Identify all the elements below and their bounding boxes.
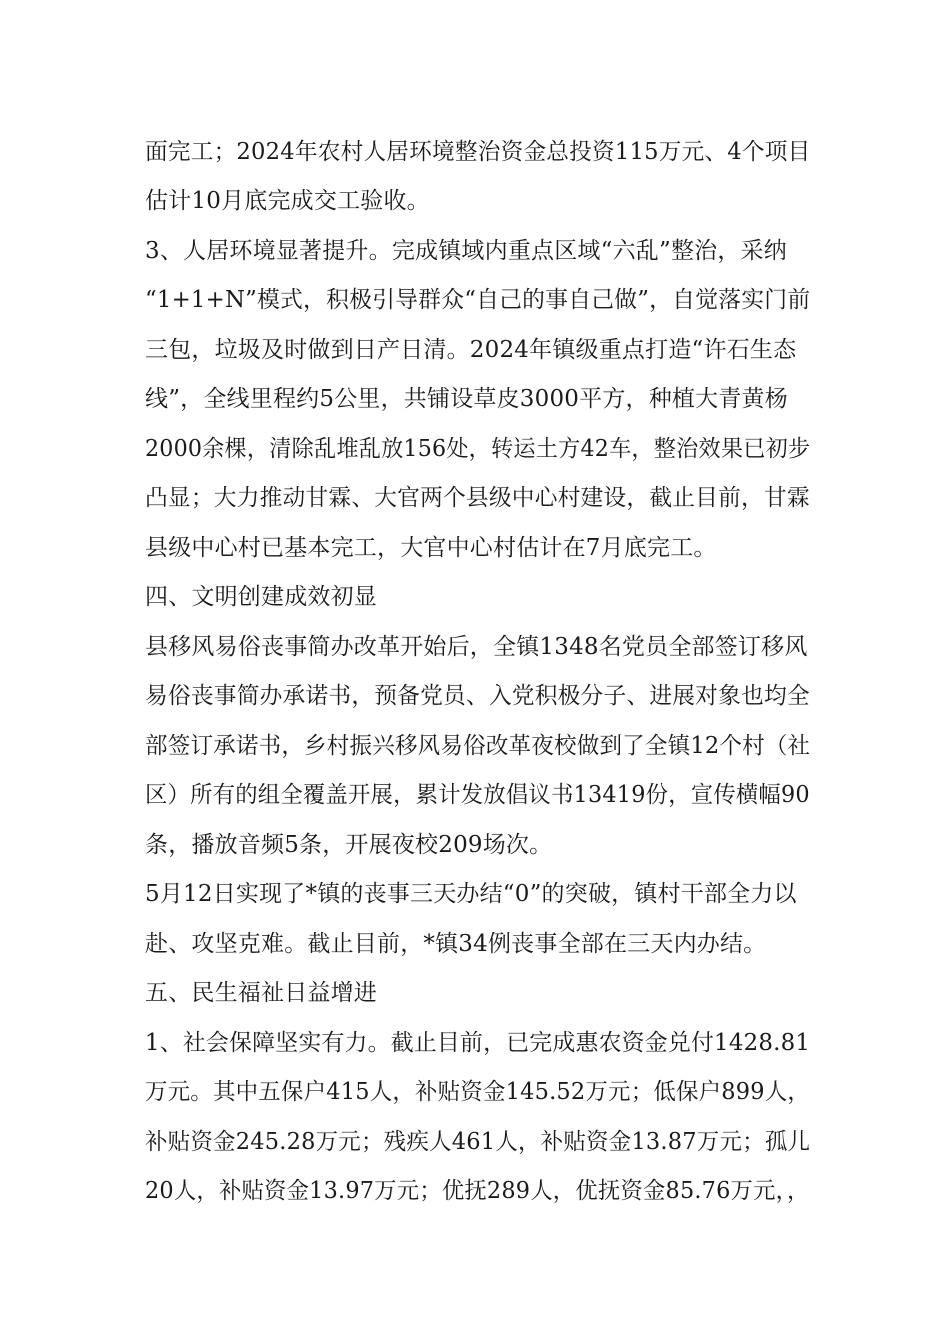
text-line: 补贴资金245.28万元；残疾人461人，补贴资金13.87万元；孤儿 <box>145 1129 811 1155</box>
text-line: 赴、攻坚克难。截止目前，*镇34例丧事全部在三天内办结。 <box>145 931 767 957</box>
text-line: 1、社会保障坚实有力。截止目前，已完成惠农资金兑付1428.81 <box>145 1030 811 1056</box>
text-line: 三包，垃圾及时做到日产日清。2024年镇级重点打造“许石生态 <box>145 337 797 363</box>
text-line: 5月12日实现了*镇的丧事三天办结“0”的突破，镇村干部全力以 <box>145 881 797 907</box>
text-line: 万元。其中五保户415人，补贴资金145.52万元；低保户899人， <box>145 1079 811 1105</box>
text-line: 易俗丧事简办承诺书，预备党员、入党积极分子、进展对象也均全 <box>145 683 810 709</box>
text-line: 估计10月底完成交工验收。 <box>145 188 430 214</box>
text-line: 条，播放音频5条，开展夜校209场次。 <box>145 832 553 858</box>
text-line: 面完工；2024年农村人居环境整治资金总投资115万元、4个项目 <box>145 139 811 165</box>
text-line: 县级中心村已基本完工，大官中心村估计在7月底完工。 <box>145 535 717 561</box>
text-line: 3、人居环境显著提升。完成镇域内重点区域“六乱”整治，采纳 <box>145 238 787 264</box>
text-line: 县移风易俗丧事简办改革开始后，全镇1348名党员全部签订移风 <box>145 634 808 660</box>
text-line: 线”，全线里程约5公里，共铺设草皮3000平方，种植大青黄杨 <box>145 386 788 412</box>
text-line: 20人，补贴资金13.97万元；优抚289人，优抚资金85.76万元，， <box>145 1178 810 1204</box>
section-heading: 四、文明创建成效初显 <box>145 584 377 610</box>
text-line: “1+1+N”模式，积极引导群众“自己的事自己做”，自觉落实门前 <box>145 287 811 313</box>
text-line: 区）所有的组全覆盖开展，累计发放倡议书13419份，宣传横幅90 <box>145 782 810 808</box>
text-line: 2000余棵，清除乱堆乱放156处，转运土方42车，整治效果已初步 <box>145 436 811 462</box>
section-heading: 五、民生福祉日益增进 <box>145 980 377 1006</box>
text-line: 凸显；大力推动甘霖、大官两个县级中心村建设，截止目前，甘霖 <box>145 485 810 511</box>
text-line: 部签订承诺书，乡村振兴移风易俗改革夜校做到了全镇12个村（社 <box>145 733 811 759</box>
